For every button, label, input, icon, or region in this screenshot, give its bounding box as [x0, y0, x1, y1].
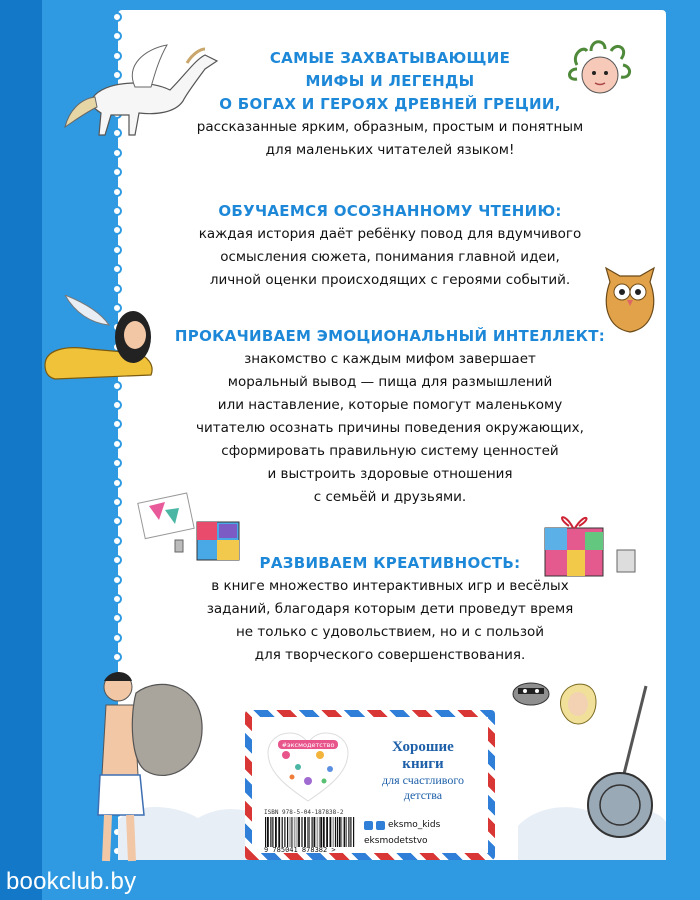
spiral-ring	[112, 264, 122, 274]
body-line: заданий, благодаря которым дети проведут время	[206, 601, 574, 617]
body-line: каждая история даёт ребёнку повод для вдумчивого	[198, 226, 582, 242]
spiral-ring	[112, 536, 122, 546]
section-myths	[170, 47, 610, 162]
barcode-bar	[317, 817, 318, 847]
barcode-bar	[323, 817, 325, 847]
spiral-ring	[112, 478, 122, 488]
spiral-ring	[112, 206, 122, 216]
barcode	[264, 817, 356, 847]
barcode-bar	[333, 817, 334, 847]
barcode-bar	[291, 817, 292, 847]
barcode-bar	[314, 817, 316, 847]
slogan-line: детства	[403, 788, 443, 802]
spiral-ring	[112, 613, 122, 623]
spiral-ring	[112, 419, 122, 429]
barcode-bar	[319, 817, 320, 847]
barcode-bar	[348, 817, 349, 847]
body-line: не только с удовольствием, но и с пользой	[235, 624, 545, 640]
raccoon-illustration	[510, 676, 552, 706]
barcode-bar	[275, 817, 277, 847]
barcode-bar	[350, 817, 351, 847]
heading-line: ОБУЧАЕМСЯ ОСОЗНАННОМУ ЧТЕНИЮ:	[218, 202, 562, 220]
barcode-bar	[282, 817, 283, 847]
barcode-bar	[342, 817, 343, 847]
barcode-bar	[272, 817, 273, 847]
barcode-bar	[290, 817, 291, 847]
watermark: bookclub.by	[6, 868, 137, 895]
barcode-bar	[298, 817, 300, 847]
barcode-bar	[304, 817, 306, 847]
spiral-ring	[112, 633, 122, 643]
body-line: для маленьких читателей языком!	[265, 142, 515, 158]
social-handle: eksmo_kids	[388, 820, 441, 830]
barcode-bar	[297, 817, 298, 847]
hero-lifting-rock-illustration	[90, 665, 210, 865]
barcode-bar	[270, 817, 271, 847]
spiral-ring	[112, 12, 122, 22]
slogan-line: для счастливого	[382, 773, 464, 787]
spiral-ring	[112, 497, 122, 507]
heading-line: О БОГАХ И ГЕРОЯХ ДРЕВНЕЙ ГРЕЦИИ,	[219, 95, 561, 113]
barcode-bar	[330, 817, 332, 847]
barcode-bar	[339, 817, 341, 847]
spiral-ring	[112, 225, 122, 235]
vk-icon	[364, 821, 373, 830]
barcode-bar	[295, 817, 296, 847]
barcode-bar	[301, 817, 302, 847]
heading-line: САМЫЕ ЗАХВАТЫВАЮЩИЕ	[269, 49, 511, 67]
barcode-number: 9 785041 878382 >	[264, 846, 336, 854]
spiral-ring	[112, 167, 122, 177]
instagram-icon	[376, 821, 385, 830]
heading-line: МИФЫ И ЛЕГЕНДЫ	[305, 72, 475, 90]
body-line: знакомство с каждым мифом завершает	[244, 351, 536, 367]
spiral-ring	[112, 187, 122, 197]
body-line: сформировать правильную систему ценностей	[221, 443, 559, 459]
social-row-detstvo	[364, 833, 482, 849]
barcode-bar	[346, 817, 347, 847]
barcode-bar	[293, 817, 294, 847]
sphinx-illustration	[35, 295, 160, 390]
spiral-ring	[112, 594, 122, 604]
social-links	[364, 817, 482, 849]
spiral-ring	[112, 516, 122, 526]
barcode-bar	[320, 817, 322, 847]
barcode-bar	[284, 817, 285, 847]
barcode-bar	[278, 817, 280, 847]
body-line: личной оценки происходящих с героями событий.	[209, 272, 571, 288]
slogan-line: Хорошие	[392, 739, 454, 755]
spiral-ring	[112, 575, 122, 585]
body-line: рассказанные ярким, образным, простым и понятным	[196, 119, 584, 135]
spiral-ring	[112, 148, 122, 158]
body-line: в книге множество интерактивных игр и весёлых	[211, 578, 569, 594]
barcode-bar	[335, 817, 336, 847]
body-line: или наставление, которые помогут маленькому	[217, 397, 563, 413]
barcode-bar	[267, 817, 269, 847]
body-line: осмысления сюжета, понимания главной идеи,	[220, 249, 560, 265]
warrior-with-shield-illustration	[550, 680, 670, 845]
side-strip	[0, 0, 42, 900]
slogan	[364, 739, 482, 803]
barcode-bar	[309, 817, 310, 847]
barcode-bar	[353, 817, 354, 847]
social-handle: eksmodetstvo	[364, 836, 428, 846]
body-line: читателю осознать причины поведения окружающих,	[196, 420, 584, 436]
heart-logo	[264, 731, 352, 805]
spiral-ring	[112, 439, 122, 449]
publisher-stamp	[245, 710, 495, 860]
stamp-inner	[252, 717, 488, 853]
section-emotional-iq	[170, 325, 610, 509]
section-creativity	[170, 552, 610, 667]
spiral-ring	[112, 245, 122, 255]
section-reading	[170, 200, 610, 292]
body-line: для творческого совершенствования.	[254, 647, 526, 663]
slogan-line: книги	[402, 756, 444, 772]
barcode-bar	[265, 817, 266, 847]
barcode-bar	[312, 817, 313, 847]
barcode-bar	[287, 817, 288, 847]
barcode-bar	[337, 817, 338, 847]
heading-line: ПРОКАЧИВАЕМ ЭМОЦИОНАЛЬНЫЙ ИНТЕЛЛЕКТ:	[174, 327, 606, 345]
heading-line: РАЗВИВАЕМ КРЕАТИВНОСТЬ:	[259, 554, 521, 572]
barcode-bar	[326, 817, 328, 847]
body-line: моральный вывод — пища для размышлений	[227, 374, 553, 390]
spiral-ring	[112, 652, 122, 662]
heart-text: #эксмодетство	[281, 741, 335, 749]
body-line: с семьёй и друзьями.	[313, 489, 467, 505]
spiral-ring	[112, 284, 122, 294]
barcode-bar	[307, 817, 308, 847]
isbn-text: ISBN 978-5-04-187838-2	[264, 809, 344, 816]
barcode-bar	[344, 817, 346, 847]
spiral-ring	[112, 458, 122, 468]
body-line: и выстроить здоровые отношения	[267, 466, 513, 482]
social-row-kids	[364, 817, 482, 833]
spiral-ring	[112, 400, 122, 410]
spiral-ring	[112, 555, 122, 565]
